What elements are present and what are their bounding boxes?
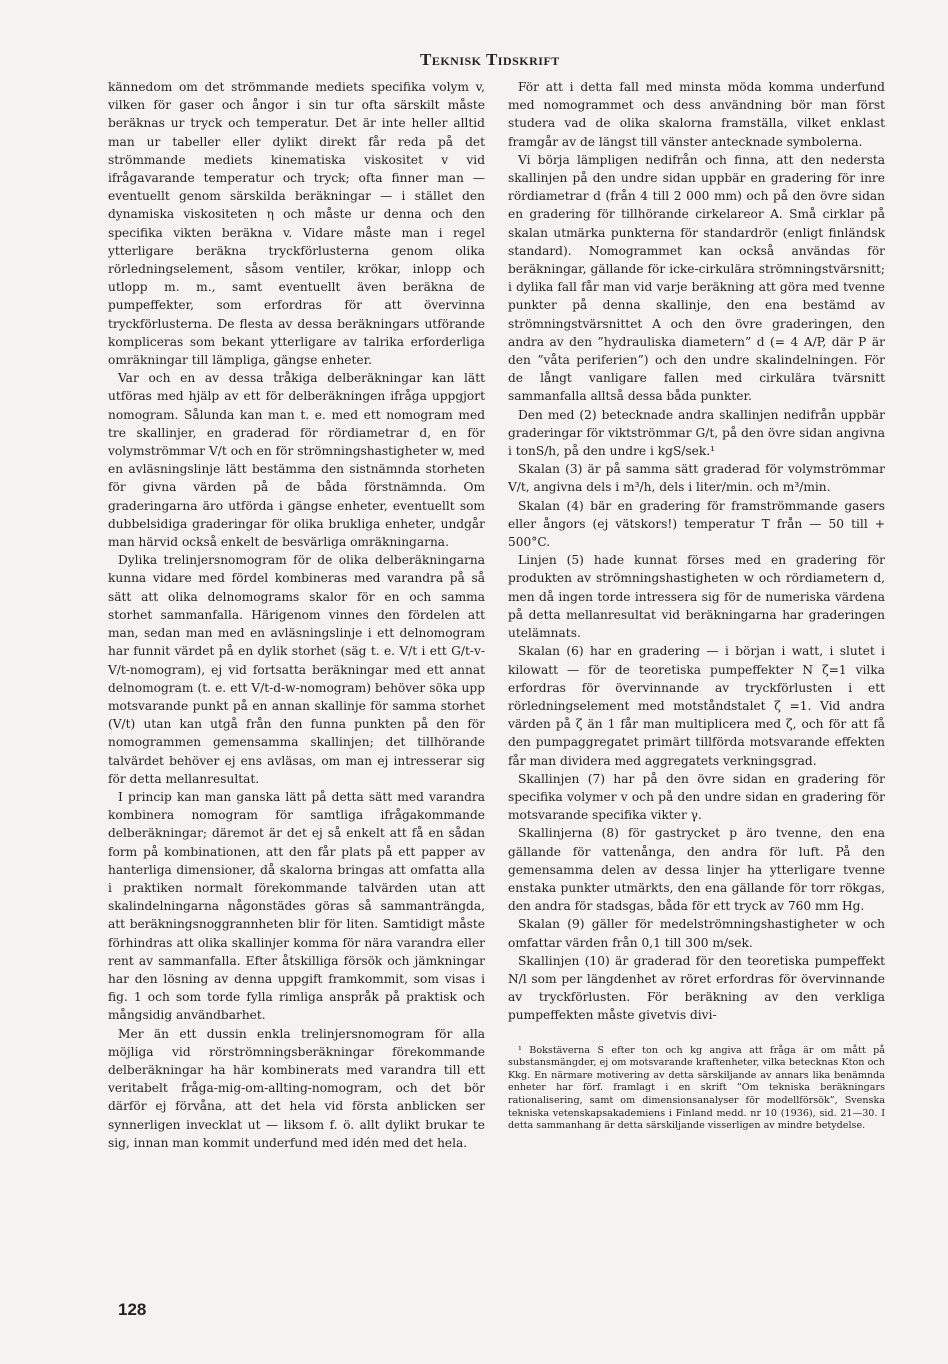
- paragraph: Vi börja lämpligen nedifrån och finna, att den nedersta skallinjen på den undre sidan uppbär en gradering för inre rördiametrar d (från 4 till 2 000 mm) och på den övre sidan en gradering för tillhörande cirkelareor A. Små cirklar på skalan utmärka punkterna för standardrör (enligt finländsk standard). Nomogrammet kan också användas för beräkningar, gällande för icke-cirkulära strömningstvärsnitt; i dylika fall får man vid varje beräkning att göra med tvenne punkter på denna skallinje, den ena bestämd av strömningstvärsnittet A och den övre graderingen, den andra av den ”hydrauliska diametern” d (= 4 A/P, där P är den ”våta periferien”) och den undre skalindelningen. För de långt vanligare fallen med cirkulära tvärsnitt sammanfalla alltså dessa båda punkter.: [508, 152, 885, 404]
- paragraph: Skallinjen (10) är graderad för den teoretiska pumpeffekt N/l som per längdenhet av röret erfordras för övervinnande av tryckförlusten. För beräkning av den verkliga pumpeffekten måste givetvis divi-: [508, 953, 885, 1023]
- paragraph: Skalan (3) är på samma sätt graderad för volymströmmar V/t, angivna dels i m³/h, dels i liter/min. och m³/min.: [508, 462, 885, 495]
- right-column: [508, 78, 885, 1133]
- paragraph: kännedom om det strömmande mediets specifika volym v, vilken för gaser och ångor i sin tur ofta särskilt måste beräknas ur tryck och temperatur. Det är inte heller alltid man ur tabeller eller dylikt direkt får reda på det strömmande mediets kinematiska viskositet v vid ifrågavarande temperatur och tryck; ofta finner man — eventuellt genom särskilda beräkningar — i stället den dynamiska viskositeten η och måste ur denna och den specifika vikten beräkna v. Vidare måste man i regel ytterligare beräkna tryckförlusterna genom olika rörledningselement, såsom ventiler, krökar, inlopp och utlopp m. m., samt eventuellt även beräkna de pumpeffekter, som erfordras för att övervinna tryckförlusterna. De flesta av dessa beräkningars utförande kompliceras som bekant ytterligare av talrika erforderliga omräkningar till lämpliga, gängse enheter.: [108, 80, 485, 368]
- paragraph: Skalan (4) bär en gradering för framströmmande gasers eller ångors (ej vätskors!) temperatur T från — 50 till + 500°C.: [508, 498, 885, 550]
- paragraph: För att i detta fall med minsta möda komma underfund med nomogrammet och dess användning bör man först studera vad de olika skalorna framställa, vilket enklast framgår av de längst till vänster antecknade symbolerna.: [508, 80, 885, 149]
- paragraph: Var och en av dessa tråkiga delberäkningar kan lätt utföras med hjälp av ett för delberäkningen ifråga uppgjort nomogram. Sålunda kan man t. e. med ett nomogram med tre skallinjer, en graderad för rördiametrar d, en för volymströmmar V/t och en för strömningshastigheter w, med en avläsningslinje lätt bestämma den sistnämnda storheten för givna värden på de båda förstnämnda. Om graderingarna äro utförda i gängse enheter, eventuellt som dubbelsidiga graderingar för olika brukliga enheter, undgår man härvid också enkelt de besvärliga omräkningarna.: [108, 371, 485, 550]
- paragraph: Den med (2) betecknade andra skallinjen nedifrån uppbär graderingar för viktströmmar G/t, på den övre sidan angivna i tonS/h, på den undre i kgS/sek.¹: [508, 407, 885, 459]
- page-number: 128: [118, 1300, 147, 1319]
- paragraph: Dylika trelinjersnomogram för de olika delberäkningarna kunna vidare med fördel kombineras med varandra på så sätt att olika delnomograms skalor för en och samma storhet sammanfalla. Härigenom vinnes den fördelen att man, sedan man med en avläsningslinje i ett delnomogram har funnit värdet på en dylik storhet (säg t. e. V/t i ett G/t-v-V/t-nomogram), ej vid fortsatta beräkningar med ett annat delnomogram (t. e. ett V/t-d-w-nomogram) behöver söka upp motsvarande punkt på en annan skallinje för samma storhet (V/t) utan kan utgå från den funna punkten på den för nomogrammen gemensamma skallinjen; det tillhörande talvärdet behöver ej ens avläsas, om man ej intresserar sig för detta mellanresultat.: [108, 553, 485, 786]
- paragraph: I princip kan man ganska lätt på detta sätt med varandra kombinera nomogram för samtliga ifrågakommande delberäkningar; däremot är det ej så enkelt att få en sådan form på kombinationen, att den får plats på ett papper av hanterliga dimensioner, då skalorna bringas att omfatta alla i praktiken normalt förekommande talvärden utan att skalindelningarna någonstädes göras så sammanträngda, att beräkningsnoggrannheten blir för liten. Samtidigt måste förhindras att olika skallinjer komma för nära varandra eller rent av sammanfalla. Efter åtskilliga försök och jämkningar har den lösning av denna uppgift framkommit, som visas i fig. 1 och som torde fylla rimliga anspråk på praktisk och mångsidig användbarhet.: [108, 789, 485, 1023]
- journal-header: Teknisk Tidskrift: [420, 50, 560, 69]
- paragraph: Skalan (6) har en gradering — i början i watt, i slutet i kilowatt — för de teoretiska pumpeffekter N ζ=1 vilka erfordras för övervinnande av tryckförlusten i ett rörledningselement med motståndstalet ζ =1. Vid andra värden på ζ än 1 får man multiplicera med ζ, och för att få den pumpaggregatet primärt tillförda motsvarande effekten får man dividera med aggregatets verkningsgrad.: [508, 644, 885, 768]
- paragraph: Linjen (5) hade kunnat förses med en gradering för produkten av strömningshastigheten w och rördiametern d, men då ingen torde intressera sig för de numeriska värdena på detta mellanresultat vid beräkningarna har graderingen utelämnats.: [508, 553, 885, 641]
- paragraph: Skalan (9) gäller för medelströmningshastigheter w och omfattar värden från 0,1 till 300 m/sek.: [508, 917, 885, 950]
- paragraph: Skallinjerna (8) för gastrycket p äro tvenne, den ena gällande för vattenånga, den andra för luft. På den gemensamma delen av dessa linjer ha ytterligare tvenne enstaka punkter utmärkts, den ena gällande för torr rökgas, den andra för stadsgas, båda för ett tryck av 760 mm Hg.: [508, 826, 885, 914]
- paragraph: Mer än ett dussin enkla trelinjersnomogram för alla möjliga vid rörströmningsberäkningar förekommande delberäkningar ha här kombinerats med varandra till ett veritabelt fråga-mig-om-allting-nomogram, och det bör därför ej förvåna, att det hela vid första anblicken ser synnerligen invecklat ut — liksom f. ö. allt dylikt brukar te sig, innan man kommit underfund med idén med det hela.: [108, 1026, 485, 1150]
- footnote: ¹ Bokstäverna S efter ton och kg angiva att fråga är om mått på substansmängder, ej om motsvarande kraftenheter, vilka betecknas Kton och Kkg. En närmare motivering av detta särskiljande av annars lika benämnda enheter har förf. framlagt i en skrift ”Om tekniska beräkningars rationalisering, samt om dimensionsanalyser för modellförsök”, Svenska tekniska vetenskapsakademiens i Finland medd. nr 10 (1936), sid. 21—30. I detta sammanhang är detta särskiljande visserligen av mindre betydelse.: [508, 1044, 885, 1132]
- paragraph: Skallinjen (7) har på den övre sidan en gradering för specifika volymer v och på den undre sidan en gradering för motsvarande specifika vikter γ.: [508, 771, 885, 823]
- left-column: [108, 78, 485, 1152]
